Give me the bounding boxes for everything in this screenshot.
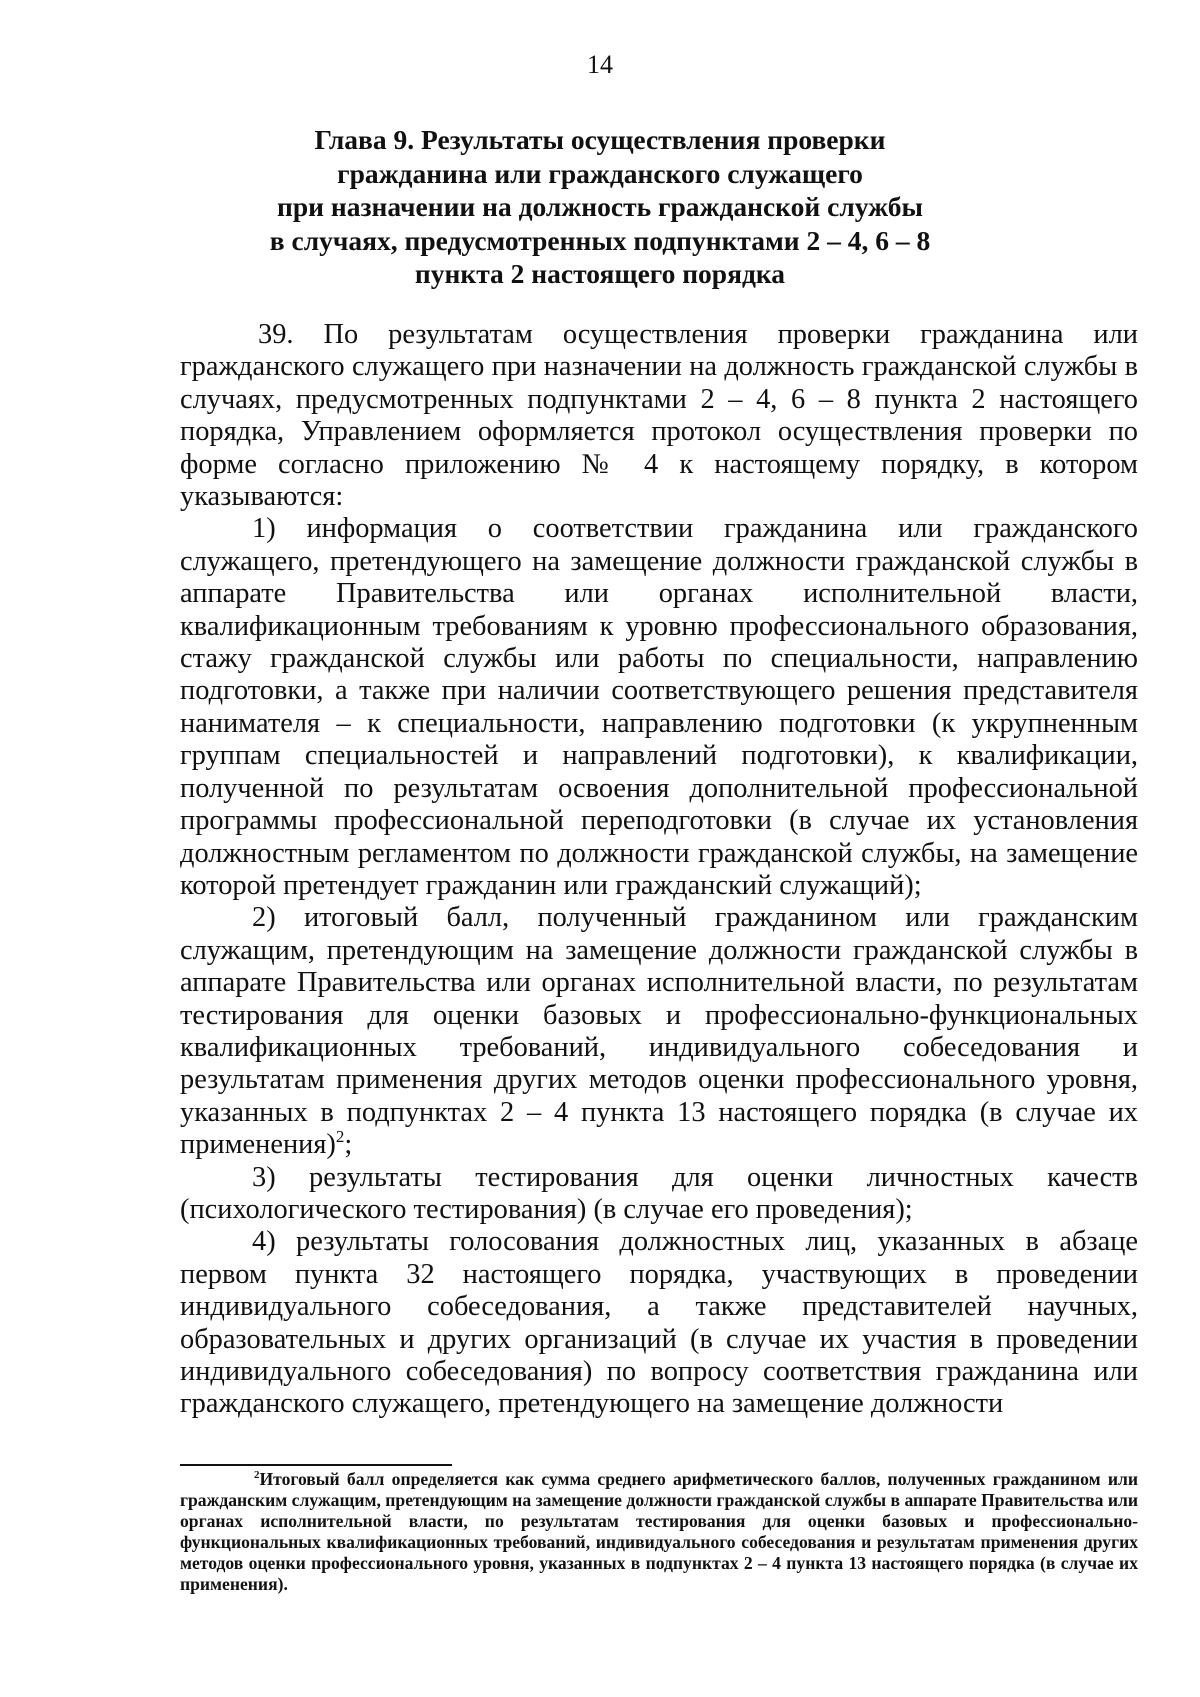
page-number: 14 bbox=[587, 50, 613, 79]
footnote-mark: 2 bbox=[254, 1469, 260, 1481]
chapter-title-line-2: гражданина или гражданского служащего bbox=[337, 157, 863, 189]
list-item-2 bbox=[180, 902, 1138, 1161]
footnote-reference[interactable]: 2 bbox=[335, 1127, 345, 1147]
chapter-title-line-4: в случаях, предусмотренных подпунктами 2 – 4, 6 – 8 bbox=[269, 224, 931, 256]
footnote-separator bbox=[180, 1464, 452, 1466]
chapter-title bbox=[180, 123, 1020, 291]
list-item-1: 1) информация о соответствии гражданина или гражданского служащего, претендующего на замещение должности гражданской службы в аппарате Правительства или органах исполнительной власти, квалификационным требованиям к уровню профессионального образования, стажу гражданской службы или работы по специальности, направлению подготовки, а также при наличии соответствующего решения представителя нанимателя – к специальности, направлению подготовки (к укрупненным группам специальностей и направлений подготовки), к квалификации, полученной по результатам освоения дополнительной профессиональной программы профессиональной переподготовки (в случае их установления должностным регламентом по должности гражданской службы, на замещение которой претендует гражданин или гражданский служащий); bbox=[180, 513, 1138, 901]
paragraph-39: 39. По результатам осуществления проверки гражданина или гражданского служащего при назначении на должность гражданской службы в случаях, предусмотренных подпунктами 2 – 4, 6 – 8 пункта 2 настоящего порядка, Управлением оформляется протокол осуществления проверки по форме согласно приложению № 4 к настоящему порядку, в котором указываются: bbox=[180, 319, 1138, 513]
chapter-title-line-5: пункта 2 настоящего порядка bbox=[414, 258, 786, 289]
chapter-title-line-3: при назначении на должность гражданской службы bbox=[277, 191, 923, 222]
body-text bbox=[180, 319, 1138, 1421]
list-item-4: 4) результаты голосования должностных лиц, указанных в абзаце первом пункта 32 настоящего порядка, участвующих в проведении индивидуального собеседования, а также представителей научных, образовательных и других организаций (в случае их участия в проведении индивидуального собеседования) по вопросу соответствия гражданина или гражданского служащего, претендующего на замещение должности bbox=[180, 1226, 1138, 1420]
footnote-text: Итоговый балл определяется как сумма среднего арифметического баллов, полученных гражданином или гражданским служащим, претендующим на замещение должности гражданской службы в аппарате Правительства или органах исполнительной власти, по результатам тестирования для оценки базовых и профессионально-функциональных квалификационных требований, индивидуального собеседования и результатам применения других методов оценки профессионального уровня, указанных в подпунктах 2 – 4 пункта 13 настоящего порядка (в случае их применения). bbox=[180, 1469, 1138, 1594]
footnote bbox=[180, 1469, 1138, 1595]
chapter-title-line-1: Глава 9. Результаты осуществления проверки bbox=[314, 124, 886, 155]
list-item-2-end: ; bbox=[344, 1129, 353, 1161]
list-item-2-text: 2) итоговый балл, полученный гражданином или гражданским служащим, претендующим на замещение должности гражданской службы в аппарате Правительства или органах исполнительной власти, по результатам тестирования для оценки базовых и профессионально-функциональных квалификационных требований, индивидуального собеседования и результатам применения других методов оценки профессионального уровня, указанных в подпунктах 2 – 4 пункта 13 настоящего порядка (в случае их применения) bbox=[180, 902, 1138, 1161]
list-item-3: 3) результаты тестирования для оценки личностных качеств (психологического тестирования) (в случае его проведения); bbox=[180, 1161, 1138, 1225]
